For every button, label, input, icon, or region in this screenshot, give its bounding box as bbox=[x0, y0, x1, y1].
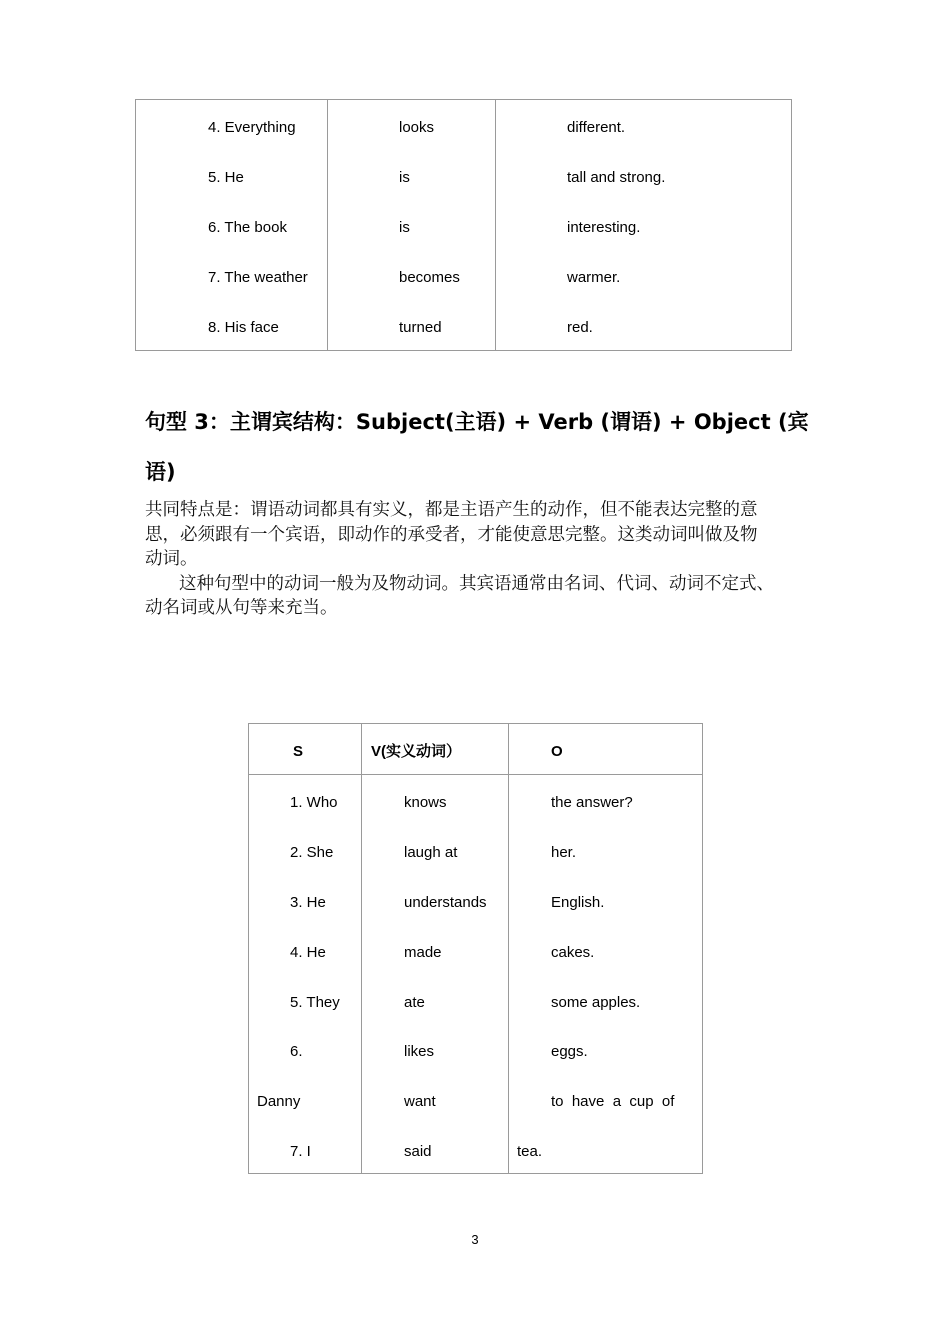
t1-subject: 5. He bbox=[208, 169, 244, 186]
t2-verb: said bbox=[404, 1143, 432, 1160]
t1-subject: 7. The weather bbox=[208, 269, 308, 286]
t1-verb: is bbox=[399, 169, 410, 186]
column-divider bbox=[361, 724, 362, 1173]
t1-complement: different. bbox=[567, 119, 626, 136]
paragraph-line: 动词。 bbox=[145, 549, 198, 569]
t2-object: English. bbox=[551, 894, 605, 911]
t1-complement: tall and strong. bbox=[567, 169, 666, 186]
paragraph-line: 这种句型中的动词一般为及物动词。其宾语通常由名词、代词、动词不定式、 bbox=[179, 573, 774, 594]
t2-verb: laugh at bbox=[404, 844, 458, 861]
header-divider bbox=[249, 774, 702, 775]
t2-subject: 7. I bbox=[290, 1143, 311, 1160]
t2-object: tea. bbox=[517, 1143, 543, 1160]
t2-verb: want bbox=[404, 1093, 436, 1110]
t2-header-verb: V(实义动词） bbox=[371, 743, 462, 760]
t1-subject: 4. Everything bbox=[208, 119, 296, 136]
t1-subject: 6. The book bbox=[208, 219, 287, 236]
t2-verb: understands bbox=[404, 894, 487, 911]
t2-subject: 6. bbox=[290, 1043, 303, 1060]
description-paragraph bbox=[145, 498, 820, 621]
t2-subject: 5. They bbox=[290, 994, 340, 1011]
t2-object: to have a cup of bbox=[551, 1093, 675, 1110]
t2-object: the answer? bbox=[551, 794, 633, 811]
t2-header-object: O bbox=[551, 743, 563, 760]
t1-verb: turned bbox=[399, 319, 442, 336]
section-heading-continued: 语) bbox=[145, 460, 176, 484]
t2-subject: 1. Who bbox=[290, 794, 338, 811]
t2-subject: 2. She bbox=[290, 844, 334, 861]
column-divider bbox=[495, 100, 496, 350]
sentence-table-1 bbox=[135, 99, 792, 351]
column-divider bbox=[508, 724, 509, 1173]
sentence-table-2 bbox=[248, 723, 703, 1174]
paragraph-line: 共同特点是：谓语动词都具有实义，都是主语产生的动作，但不能表达完整的意 bbox=[145, 500, 758, 520]
t2-object: eggs. bbox=[551, 1043, 588, 1060]
t2-object: some apples. bbox=[551, 994, 641, 1011]
t1-verb: becomes bbox=[399, 269, 460, 286]
t1-complement: red. bbox=[567, 319, 593, 336]
t2-subject: Danny bbox=[257, 1093, 301, 1110]
t2-verb: knows bbox=[404, 794, 447, 811]
section-heading: 句型 3：主谓宾结构：Subject(主语) + Verb (谓语) + Object (宾 bbox=[145, 410, 809, 434]
t2-verb: ate bbox=[404, 994, 425, 1011]
t1-verb: is bbox=[399, 219, 410, 236]
page-number: 3 bbox=[471, 1232, 479, 1247]
column-divider bbox=[327, 100, 328, 350]
paragraph-line: 思，必须跟有一个宾语，即动作的承受者，才能使意思完整。这类动词叫做及物 bbox=[145, 524, 758, 545]
t2-object: cakes. bbox=[551, 944, 595, 961]
t2-header-subject: S bbox=[293, 743, 304, 760]
t2-object: her. bbox=[551, 844, 577, 861]
t2-verb: made bbox=[404, 944, 442, 961]
t1-subject: 8. His face bbox=[208, 319, 279, 336]
t1-verb: looks bbox=[399, 119, 435, 136]
t1-complement: warmer. bbox=[567, 269, 621, 286]
t1-complement: interesting. bbox=[567, 219, 641, 236]
t2-subject: 3. He bbox=[290, 894, 326, 911]
t2-subject: 4. He bbox=[290, 944, 326, 961]
t2-verb: likes bbox=[404, 1043, 435, 1060]
paragraph-line: 动名词或从句等来充当。 bbox=[145, 598, 338, 618]
